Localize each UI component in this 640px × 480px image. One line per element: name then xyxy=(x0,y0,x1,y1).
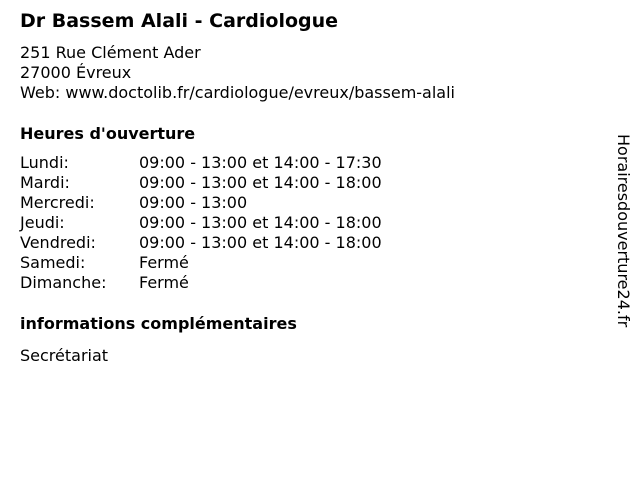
time-value: 09:00 - 13:00 et 14:00 - 18:00 xyxy=(139,233,382,252)
time-value: Fermé xyxy=(139,253,189,272)
side-watermark-label: Horairesdouverture24.fr xyxy=(614,134,633,328)
day-label: Mercredi: xyxy=(20,193,95,212)
address-city: 27000 Évreux xyxy=(20,63,132,82)
day-label: Lundi: xyxy=(20,153,69,172)
day-label: Jeudi: xyxy=(20,213,65,232)
day-label: Dimanche: xyxy=(20,273,107,292)
time-value: 09:00 - 13:00 et 14:00 - 18:00 xyxy=(139,213,382,232)
day-label: Mardi: xyxy=(20,173,70,192)
time-value: Fermé xyxy=(139,273,189,292)
address-website: Web: www.doctolib.fr/cardiologue/evreux/bassem-alali xyxy=(20,83,455,102)
time-value: 09:00 - 13:00 et 14:00 - 17:30 xyxy=(139,153,382,172)
address-block xyxy=(20,43,455,103)
opening-hours-heading: Heures d'ouverture xyxy=(20,124,196,143)
day-label: Vendredi: xyxy=(20,233,96,252)
time-value: 09:00 - 13:00 et 14:00 - 18:00 xyxy=(139,173,382,192)
address-street: 251 Rue Clément Ader xyxy=(20,43,201,62)
page-title: Dr Bassem Alali - Cardiologue xyxy=(20,10,339,32)
day-label: Samedi: xyxy=(20,253,86,272)
additional-info-text: Secrétariat xyxy=(20,346,109,365)
time-value: 09:00 - 13:00 xyxy=(139,193,248,212)
additional-info-heading: informations complémentaires xyxy=(20,314,297,333)
